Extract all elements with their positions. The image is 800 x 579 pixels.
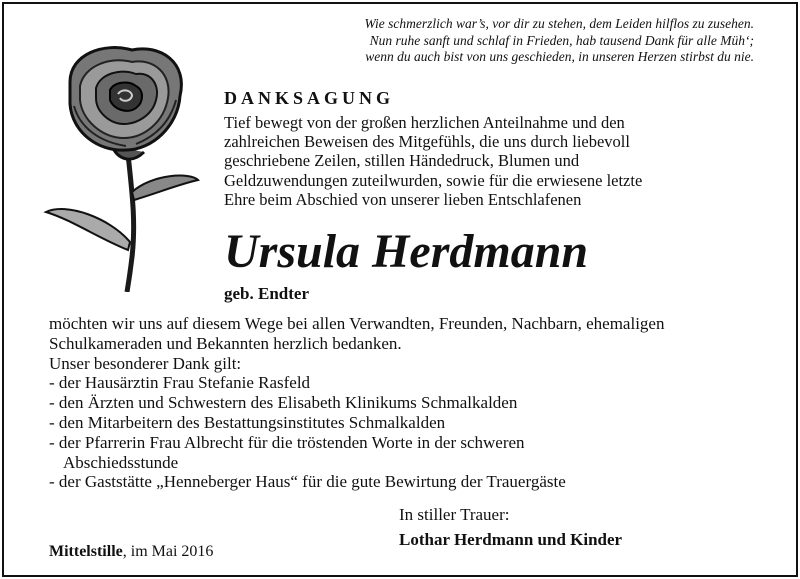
body-text: [49, 314, 769, 492]
rose-leaf-right: [132, 176, 198, 200]
intro-text: [224, 113, 744, 209]
list-item: - den Mitarbeitern des Bestattungsinstitutes Schmalkalden: [49, 412, 446, 432]
list-item: - der Hausärztin Frau Stefanie Rasfeld: [49, 373, 311, 393]
rose-icon: [40, 42, 205, 292]
date-text: , im Mai 2016: [122, 543, 214, 560]
mourning-label: In stiller Trauer:: [399, 505, 510, 524]
family-signature: Lothar Herdmann und Kinder: [399, 530, 623, 549]
page-title: DANKSAGUNG: [224, 88, 395, 108]
poem-line: Nun ruhe sanft und schlaf in Frieden, hab tausend Dank für alle Müh‘;: [369, 32, 754, 48]
intro-line: Ehre beim Abschied von unserer lieben Entschlafenen: [224, 189, 582, 209]
place-name: Mittelstille: [49, 543, 123, 560]
deceased-name: Ursula Herdmann: [224, 225, 589, 278]
body-line: Unser besonderer Dank gilt:: [49, 353, 242, 373]
list-item: - der Gaststätte „Henneberger Haus“ für die gute Bewirtung der Trauergäste: [49, 472, 566, 492]
body-line: möchten wir uns auf diesem Wege bei allen Verwandten, Freunden, Nachbarn, ehemaligen: [49, 314, 665, 333]
intro-line: Tief bewegt von der großen herzlichen Anteilnahme und den: [224, 113, 625, 132]
intro-line: geschriebene Zeilen, stillen Händedruck, Blumen und: [224, 151, 580, 171]
poem: [294, 16, 754, 66]
body-line: Schulkameraden und Bekannten herzlich bedanken.: [49, 333, 402, 353]
rose-leaf-left: [46, 209, 130, 250]
intro-line: Geldzuwendungen zuteilwurden, sowie für die erwiesene letzte: [224, 170, 643, 190]
poem-line: Wie schmerzlich war’s, vor dir zu stehen, dem Leiden hilflos zu zusehen.: [364, 16, 754, 31]
obituary-frame: [2, 2, 798, 577]
rose-stem: [127, 154, 134, 292]
place-date: [49, 543, 213, 561]
intro-line: zahlreichen Beweisen des Mitgefühls, die uns durch liebevoll: [224, 132, 630, 152]
poem-line: wenn du auch bist von uns geschieden, in unseren Herzen stirbst du nie.: [365, 49, 754, 64]
list-item-continuation: Abschiedsstunde: [63, 452, 179, 472]
list-item: - den Ärzten und Schwestern des Elisabeth Klinikums Schmalkalden: [49, 393, 518, 413]
list-item: - der Pfarrerin Frau Albrecht für die tröstenden Worte in der schweren: [49, 432, 525, 452]
birth-name: geb. Endter: [224, 284, 309, 303]
